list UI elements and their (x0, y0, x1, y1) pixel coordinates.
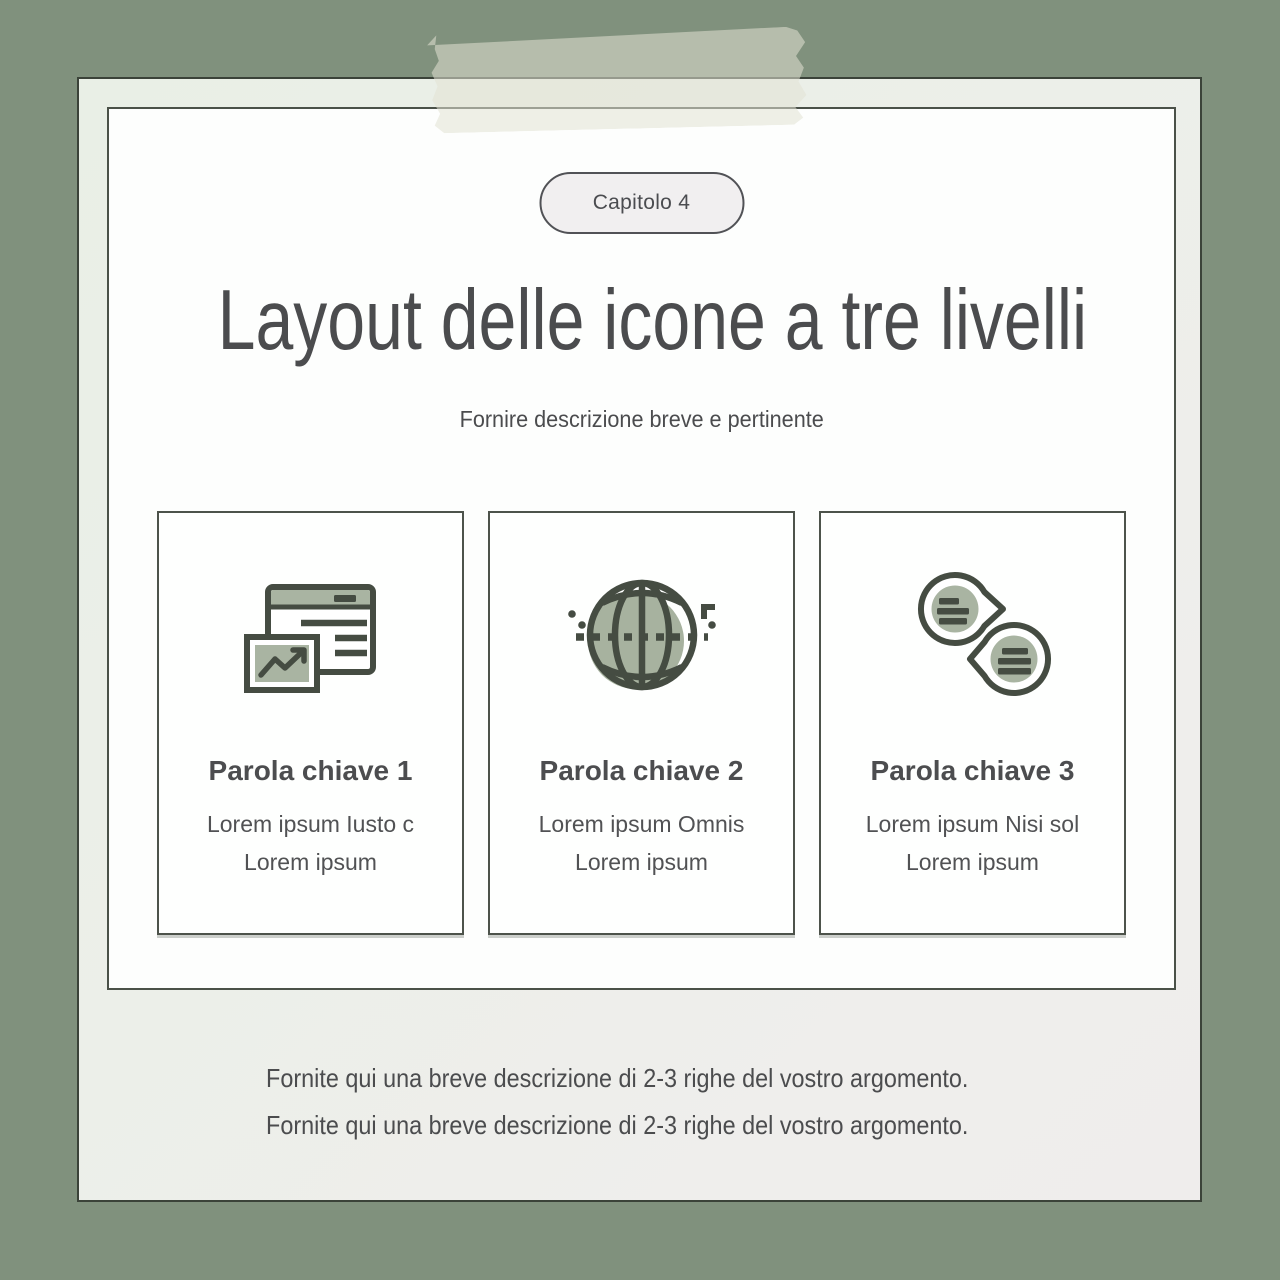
globe-icon (562, 557, 722, 717)
keyword-card-3 (819, 511, 1126, 935)
card-description-line2: Lorem ipsum (244, 849, 377, 875)
card-description-line1: Lorem ipsum Nisi sol (865, 811, 1080, 837)
card-title: Parola chiave 3 (870, 755, 1075, 786)
page-subtitle (109, 406, 1174, 433)
keyword-cards-row (109, 511, 1174, 935)
speech-bubbles-icon (893, 557, 1053, 717)
paper-frame (77, 77, 1202, 1202)
card-description (866, 805, 1079, 881)
page-title (109, 273, 1174, 368)
card-description-line1: Lorem ipsum Iusto c (206, 811, 415, 837)
card-description (539, 805, 745, 881)
content-panel (107, 107, 1176, 990)
card-description-line1: Lorem ipsum Omnis (538, 811, 745, 837)
card-description-line2: Lorem ipsum (575, 849, 708, 875)
browser-analytics-icon (231, 557, 391, 717)
card-title: Parola chiave 1 (208, 755, 413, 786)
keyword-card-1 (157, 511, 464, 935)
chapter-badge (539, 172, 744, 234)
footer-line-1: Fornite qui una breve descrizione di 2-3 righe del vostro argomento. (266, 1063, 969, 1093)
footer-line-2: Fornite qui una breve descrizione di 2-3 righe del vostro argomento. (266, 1110, 969, 1140)
page-subtitle-text: Fornire descrizione breve e pertinente (459, 406, 824, 432)
chapter-badge-label: Capitolo 4 (592, 191, 691, 214)
card-description-line2: Lorem ipsum (906, 849, 1039, 875)
card-description (207, 805, 414, 881)
washi-tape (427, 26, 807, 133)
card-title: Parola chiave 2 (539, 755, 744, 786)
page-title-text: Layout delle icone a tre livelli (217, 273, 1088, 368)
footer-description (79, 1063, 1156, 1140)
keyword-card-2 (488, 511, 795, 935)
